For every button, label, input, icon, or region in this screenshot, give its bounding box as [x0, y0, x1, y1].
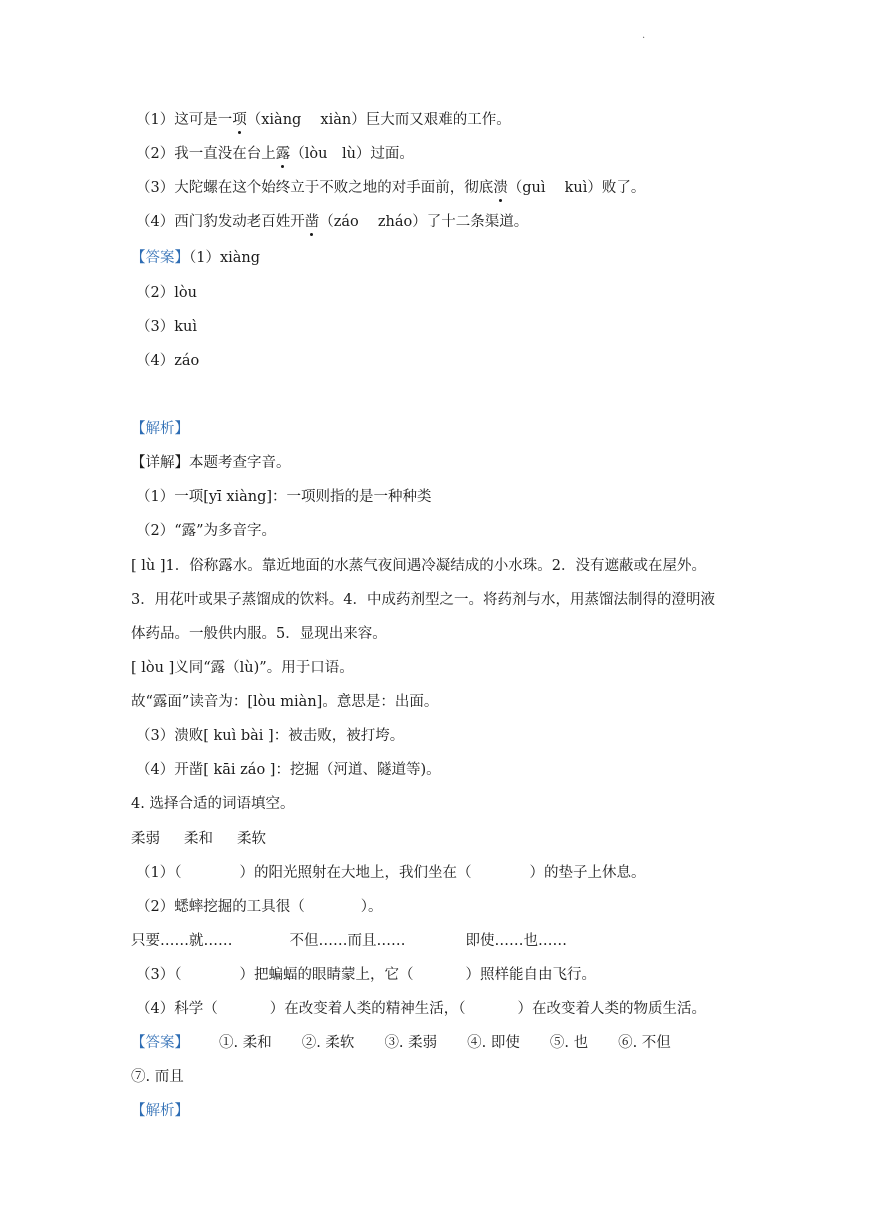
analysis-line: 故“露面”读音为：[lòu miàn]。意思是：出面。: [131, 694, 439, 710]
q3-item-1: （1）这可是一项（xiàng xiàn）巨大而又艰难的工作。: [136, 112, 511, 128]
analysis-line: [ lòu ]义同“露（lù)”。用于口语。: [131, 660, 354, 676]
analysis-line: （2）“露”为多音字。: [136, 523, 277, 539]
analysis-label: 【解析】: [131, 1103, 189, 1119]
analysis-label: 【解析】: [131, 421, 189, 437]
q3-answer-4: （4）záo: [136, 353, 200, 369]
q3-answer-3: （3）kuì: [136, 319, 197, 335]
analysis-line: （1）一项[yī xiàng]：一项则指的是一种种类: [136, 489, 432, 505]
analysis-line: 体药品。一般供内服。5．显现出来容。: [131, 626, 387, 642]
q4-word-bank-2: 只要……就…… 不但……而且…… 即使……也……: [131, 933, 567, 949]
q4-sentence-2: （2）蟋蟀挖掘的工具很（ ）。: [136, 899, 383, 915]
q3-item-3: （3）大陀螺在这个始终立于不败之地的对手面前，彻底溃（guì kuì）败了。: [136, 180, 646, 196]
detail-line: 【详解】本题考查字音。: [131, 455, 291, 471]
analysis-line: 3．用花叶或果子蒸馏成的饮料。4．中成药剂型之一。将药剂与水，用蒸馏法制得的澄明液: [131, 592, 715, 608]
answer-label: 【答案】: [131, 1035, 189, 1051]
analysis-line: [ lù ]1．俗称露水。靠近地面的水蒸气夜间遇冷凝结成的小水珠。2．没有遮蔽或在屋外。: [131, 558, 706, 574]
q4-word-bank-1: 柔弱 柔和 柔软: [131, 831, 266, 847]
q4-answer-line: 【答案】 ①. 柔和 ②. 柔软 ③. 柔弱 ④. 即使 ⑤. 也 ⑥. 不但: [131, 1035, 671, 1051]
q4-sentence-3: （3）（ ）把蝙蝠的眼睛蒙上，它（ ）照样能自由飞行。: [136, 967, 596, 983]
q4-sentence-4: （4）科学（ ）在改变着人类的精神生活，（ ）在改变着人类的物质生活。: [136, 1001, 706, 1017]
q4-answer-7: ⑦. 而且: [131, 1069, 184, 1085]
q4-title: 4. 选择合适的词语填空。: [131, 796, 295, 812]
answer-label: 【答案】: [131, 250, 189, 266]
q3-item-2: （2）我一直没在台上露（lòu lù）过面。: [136, 146, 414, 162]
q3-item-4: （4）西门豹发动老百姓开凿（záo zháo）了十二条渠道。: [136, 214, 529, 230]
header-mark: .: [642, 30, 646, 41]
q3-answer-2: （2）lòu: [136, 285, 197, 301]
analysis-line: （3）溃败[ kuì bài ]：被击败，被打垮。: [136, 728, 405, 744]
analysis-line: （4）开凿[ kāi záo ]：挖掘（河道、隧道等)。: [136, 762, 441, 778]
detail-label: 【详解】: [131, 455, 189, 471]
q4-sentence-1: （1）（ ）的阳光照射在大地上，我们坐在（ ）的垫子上休息。: [136, 865, 646, 881]
q3-answer-line: 【答案】（1）xiàng: [131, 250, 261, 266]
